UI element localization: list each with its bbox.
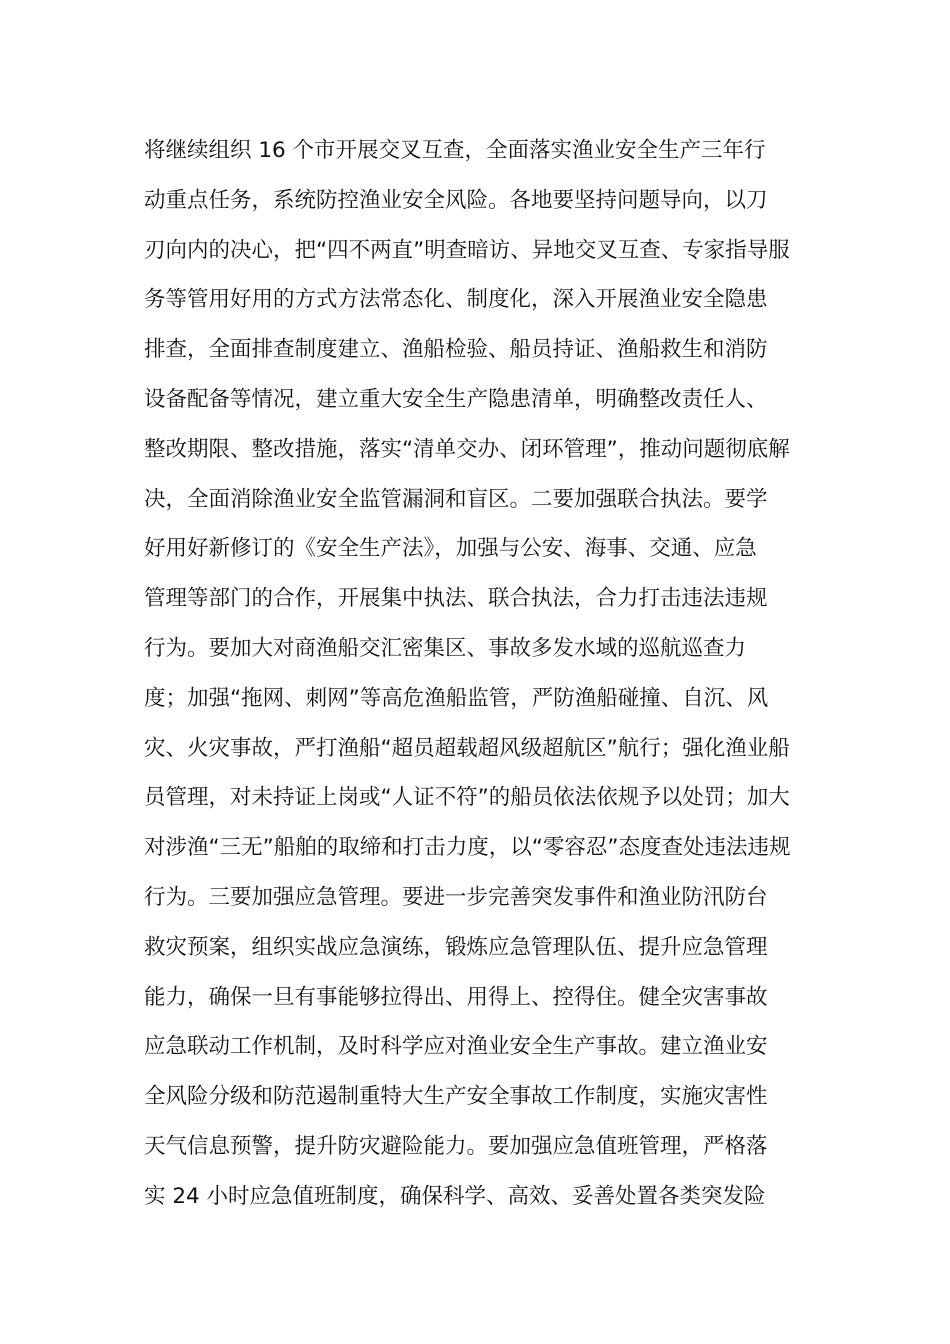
text-line: 决，全面消除渔业安全监管漏洞和盲区。二要加强联合执法。要学 — [144, 486, 768, 512]
text-line: 动重点任务，系统防控渔业安全风险。各地要坚持问题导向，以刀 — [144, 187, 768, 213]
text-line: 度；加强“拖网、刺网”等高危渔船监管，严防渔船碰撞、自沉、风 — [144, 685, 769, 711]
text-line: 应急联动工作机制，及时科学应对渔业安全生产事故。建立渔业安 — [144, 1034, 768, 1060]
text-line: 排查，全面排查制度建立、渔船检验、船员持证、渔船救生和消防 — [144, 337, 768, 363]
text-line: 员管理，对未持证上岗或“人证不符”的船员依法依规予以处罚；加大 — [144, 785, 790, 811]
text-line: 务等管用好用的方式方法常态化、制度化，深入开展渔业安全隐患 — [144, 287, 768, 313]
text-line: 行为。三要加强应急管理。要进一步完善突发事件和渔业防汛防台 — [144, 884, 768, 910]
text-line: 实 24 小时应急值班制度，确保科学、高效、妥善处置各类突发险 — [144, 1183, 766, 1209]
text-line: 行为。要加大对商渔船交汇密集区、事故多发水域的巡航巡查力 — [144, 635, 747, 661]
text-line: 全风险分级和防范遏制重特大生产安全事故工作制度，实施灾害性 — [144, 1084, 768, 1110]
text-line: 灾、火灾事故，严打渔船“超员超载超风级超航区”航行；强化渔业船 — [144, 735, 790, 761]
text-line: 管理等部门的合作，开展集中执法、联合执法，合力打击违法违规 — [144, 586, 768, 612]
text-line: 刃向内的决心，把“四不两直”明查暗访、异地交叉互查、专家指导服 — [144, 237, 790, 263]
text-line: 好用好新修订的《安全生产法》，加强与公安、海事、交通、应急 — [144, 536, 757, 562]
text-line: 对涉渔“三无”船舶的取缔和打击力度，以“零容忍”态度查处违法违规 — [144, 835, 791, 861]
text-line: 天气信息预警，提升防灾避险能力。要加强应急值班管理，严格落 — [144, 1133, 768, 1159]
body-paragraph — [144, 126, 824, 1222]
text-line: 整改期限、整改措施，落实“清单交办、闭环管理”，推动问题彻底解 — [144, 436, 790, 462]
text-line: 设备配备等情况，建立重大安全生产隐患清单，明确整改责任人、 — [144, 386, 768, 412]
text-line: 能力，确保一旦有事能够拉得出、用得上、控得住。健全灾害事故 — [144, 984, 768, 1010]
text-line: 将继续组织 16 个市开展交叉互查，全面落实渔业安全生产三年行 — [144, 138, 766, 163]
text-line: 救灾预案，组织实战应急演练，锻炼应急管理队伍、提升应急管理 — [144, 934, 768, 960]
